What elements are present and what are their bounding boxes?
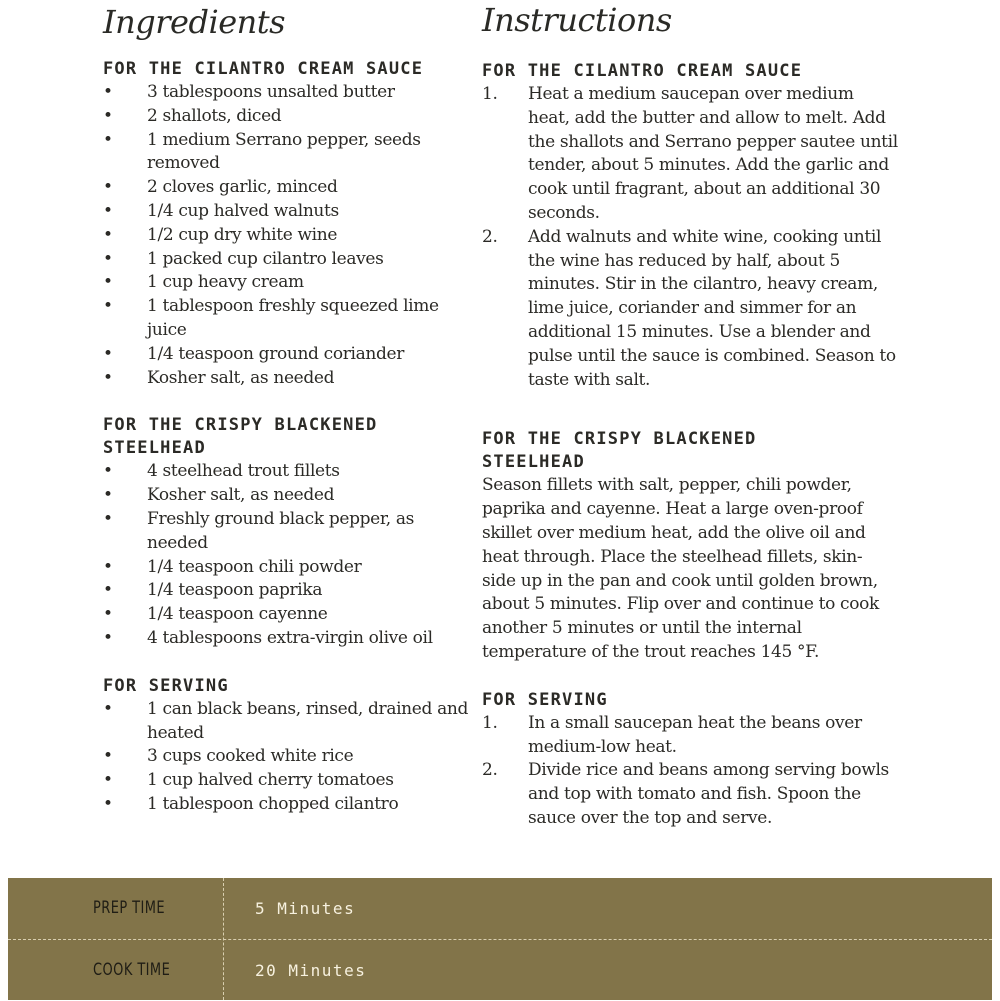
instructions-section-serving <box>482 689 902 831</box>
bullet-icon: • <box>103 461 113 482</box>
bullet-icon: • <box>103 604 113 625</box>
cook-time-row <box>8 939 992 1001</box>
ingredient-item: • Kosher salt, as needed <box>103 484 473 508</box>
recipe-times-band <box>8 878 992 1000</box>
ingredient-list <box>103 81 473 390</box>
ingredient-item: • 3 tablespoons unsalted butter <box>103 81 473 105</box>
ingredient-item: • 1/4 teaspoon ground coriander <box>103 343 473 367</box>
bullet-icon: • <box>103 343 113 364</box>
ingredient-item: • Freshly ground black pepper, as needed <box>103 508 415 553</box>
bullet-icon: • <box>103 485 113 506</box>
bullet-icon: • <box>103 105 113 126</box>
instructions-section-sauce <box>482 60 902 392</box>
ingredient-item: • 1/2 cup dry white wine <box>103 224 473 248</box>
bullet-icon: • <box>103 82 113 102</box>
bullet-icon: • <box>103 272 113 293</box>
step-number: 2. <box>482 226 498 247</box>
instructions-heading: Instructions <box>482 1 672 39</box>
section-title: FOR THE CILANTRO CREAM SAUCE <box>482 61 803 81</box>
prep-time-value: 5 Minutes <box>255 899 356 918</box>
bullet-icon: • <box>103 770 113 791</box>
ingredient-item: • 1 cup heavy cream <box>103 271 473 295</box>
step-number: 1. <box>482 84 498 104</box>
step-item <box>482 226 900 393</box>
ingredients-column <box>103 0 473 817</box>
bullet-icon: • <box>103 200 113 221</box>
ingredient-item: • 2 shallots, diced <box>103 105 473 129</box>
ingredient-item: • 1 medium Serrano pepper, seeds removed <box>103 129 421 174</box>
ingredient-item: • 1/4 teaspoon cayenne <box>103 603 473 627</box>
bullet-icon: • <box>103 129 113 150</box>
ingredient-item: • 4 steelhead trout fillets <box>103 460 473 484</box>
instructions-section-steelhead <box>482 428 902 664</box>
step-number: 1. <box>482 712 498 733</box>
section-title: FOR SERVING <box>103 675 229 696</box>
bullet-icon: • <box>103 556 113 577</box>
bullet-icon: • <box>103 580 113 601</box>
ingredient-list <box>103 698 473 817</box>
step-text: Divide rice and beans among serving bowls and top with tomato and fish. Spoon the sauce over the top and serve. <box>528 760 889 828</box>
step-item <box>482 712 900 760</box>
ingredient-item: • 1 can black beans, rinsed, drained and heated <box>103 698 468 743</box>
ingredient-item: • 1 packed cup cilantro leaves <box>103 248 473 272</box>
ingredient-item: • 1 cup halved cherry tomatoes <box>103 769 473 793</box>
section-title: FOR SERVING <box>482 689 608 710</box>
step-list <box>482 712 900 831</box>
step-list <box>482 83 900 392</box>
section-title: FOR THE CILANTRO CREAM SAUCE <box>103 59 424 79</box>
bullet-icon: • <box>103 224 113 245</box>
cook-time-value: 20 Minutes <box>255 961 367 980</box>
step-text: In a small saucepan heat the beans over medium-low heat. <box>528 712 862 757</box>
ingredient-item: • 4 tablespoons extra-virgin olive oil <box>103 627 473 651</box>
ingredient-list <box>103 460 473 650</box>
ingredient-item: • 2 cloves garlic, minced <box>103 176 473 200</box>
section-title: FOR THE CRISPY BLACKENED STEELHEAD <box>482 429 757 473</box>
instructions-column <box>482 0 902 831</box>
section-title: FOR THE CRISPY BLACKENED STEELHEAD <box>103 415 378 459</box>
bullet-icon: • <box>103 177 113 198</box>
ingredient-item: • 1/4 cup halved walnuts <box>103 200 473 224</box>
bullet-icon: • <box>103 793 113 814</box>
bullet-icon: • <box>103 367 113 388</box>
ingredients-section-serving <box>103 675 473 817</box>
ingredient-item: • 1/4 teaspoon paprika <box>103 579 473 603</box>
step-number: 2. <box>482 760 498 781</box>
steelhead-paragraph: Season fillets with salt, pepper, chili powder, paprika and cayenne. Heat a large oven-proof skillet over medium heat, add the olive oil and heat through. Place the steelhead fillets, skin-side up in the pan and cook until golden brown, about 5 minutes. Flip over and continue to cook another 5 minutes or until the internal temperature of the trout reaches 145 °F. <box>482 475 879 662</box>
prep-time-row <box>8 878 992 939</box>
ingredients-section-steelhead <box>103 414 473 650</box>
bullet-icon: • <box>103 296 113 317</box>
ingredient-item: • 1 tablespoon chopped cilantro <box>103 793 473 817</box>
cook-time-label: COOK TIME <box>93 960 171 980</box>
step-text: Heat a medium saucepan over medium heat, add the butter and allow to melt. Add the shallots and Serrano pepper sautee until tender, about 5 minutes. Add the garlic and cook until fragrant, about an additional 30 seconds. <box>528 84 898 223</box>
step-item <box>482 83 900 226</box>
ingredient-item: • 3 cups cooked white rice <box>103 745 473 769</box>
bullet-icon: • <box>103 508 113 529</box>
ingredient-item: • 1 tablespoon freshly squeezed lime juice <box>103 296 439 340</box>
prep-time-label: PREP TIME <box>93 898 166 918</box>
step-text: Add walnuts and white wine, cooking until the wine has reduced by half, about 5 minutes. Stir in the cilantro, heavy cream, lime juice, coriander and simmer for an additional 15 minutes. Use a blender and pulse until the sauce is combined. Season to taste with salt. <box>528 226 896 390</box>
ingredients-section-sauce <box>103 58 473 390</box>
ingredients-heading: Ingredients <box>103 3 286 41</box>
bullet-icon: • <box>103 746 113 767</box>
ingredient-item: • Kosher salt, as needed <box>103 367 473 391</box>
bullet-icon: • <box>103 248 113 269</box>
step-item <box>482 759 900 830</box>
bullet-icon: • <box>103 627 113 648</box>
ingredient-item: • 1/4 teaspoon chili powder <box>103 556 473 580</box>
bullet-icon: • <box>103 698 113 719</box>
